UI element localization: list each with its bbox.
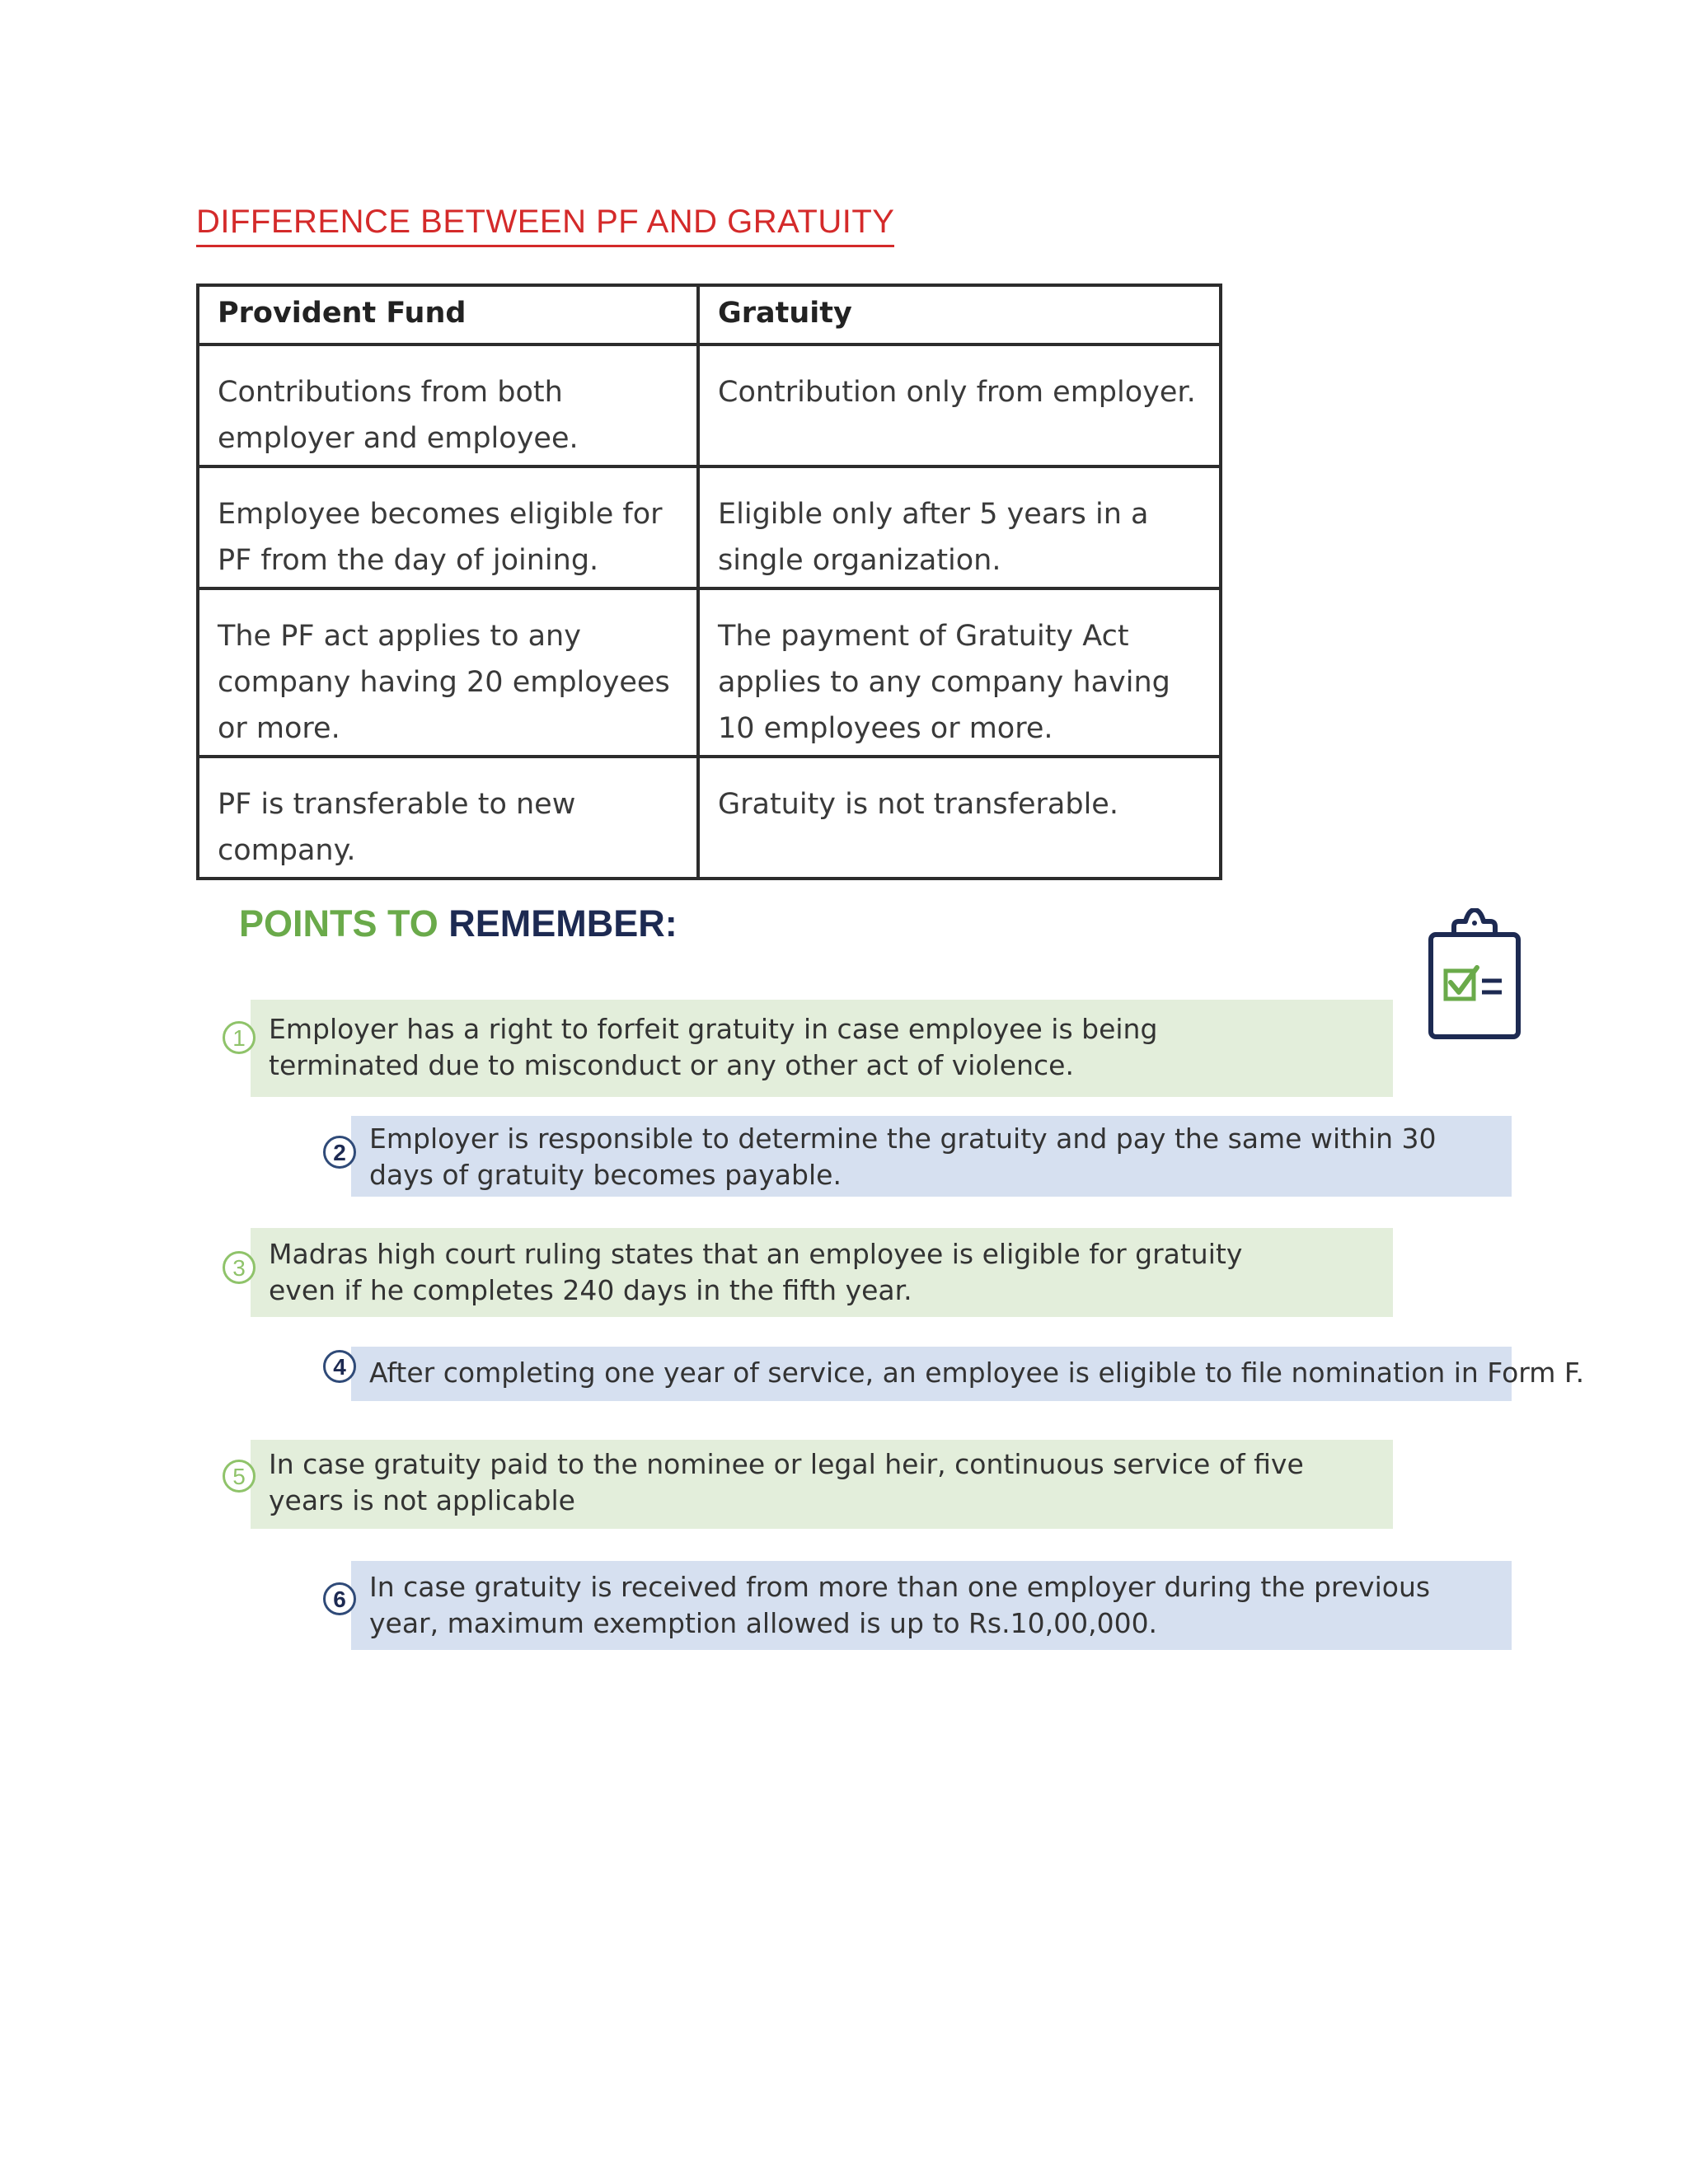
point-text: Employer is responsible to determine the gratuity and pay the same within 30 days of gratuity becomes payable. bbox=[369, 1122, 1437, 1191]
table-header-row bbox=[198, 285, 1221, 344]
point-item-5 bbox=[223, 1440, 1393, 1529]
table-row bbox=[198, 757, 1221, 879]
cell-text: PF is transferable to new company. bbox=[218, 788, 576, 867]
cell-text: Contribution only from employer. bbox=[718, 376, 1196, 409]
table-cell bbox=[198, 466, 698, 588]
point-item-2 bbox=[323, 1116, 1512, 1197]
clipboard-checklist-icon bbox=[1426, 908, 1523, 1042]
comparison-table bbox=[196, 284, 1222, 880]
point-item-4 bbox=[323, 1347, 1585, 1401]
table-cell bbox=[698, 344, 1221, 466]
column-header-gratuity: Gratuity bbox=[698, 285, 1221, 344]
table-cell bbox=[698, 757, 1221, 879]
cell-text: Eligible only after 5 years in a single organization. bbox=[718, 498, 1149, 577]
table-cell bbox=[198, 757, 698, 879]
point-text: After completing one year of service, an employee is eligible to file nomination in Form F. bbox=[369, 1357, 1585, 1389]
point-text: Madras high court ruling states that an employee is eligible for gratuity even if he completes 240 days in the fifth year. bbox=[269, 1238, 1243, 1306]
table-cell bbox=[198, 588, 698, 757]
points-heading-part2: REMEMBER: bbox=[448, 902, 678, 944]
table-row bbox=[198, 588, 1221, 757]
column-header-provident-fund: Provident Fund bbox=[198, 285, 698, 344]
cell-text: Employee becomes eligible for PF from the day of joining. bbox=[218, 498, 663, 577]
point-item-6 bbox=[323, 1561, 1512, 1650]
point-item-1 bbox=[223, 1000, 1393, 1097]
cell-text: Gratuity is not transferable. bbox=[718, 788, 1118, 821]
points-heading-part1: POINTS TO bbox=[239, 902, 438, 944]
point-number-badge: 4 bbox=[323, 1350, 356, 1383]
point-number-badge: 2 bbox=[323, 1136, 356, 1169]
point-text: In case gratuity paid to the nominee or legal heir, continuous service of five years is not applicable bbox=[269, 1448, 1304, 1516]
table-cell bbox=[698, 588, 1221, 757]
point-number-badge: 3 bbox=[223, 1251, 256, 1284]
table-row bbox=[198, 466, 1221, 588]
table-cell bbox=[698, 466, 1221, 588]
point-text: In case gratuity is received from more than one employer during the previous year, maximum exemption allowed is up to Rs.10,00,000. bbox=[369, 1571, 1431, 1639]
point-text: Employer has a right to forfeit gratuity in case employee is being terminated due to misconduct or any other act of violence. bbox=[269, 1013, 1158, 1081]
table-row bbox=[198, 344, 1221, 466]
page-title: DIFFERENCE BETWEEN PF AND GRATUITY bbox=[196, 202, 894, 247]
point-item-3 bbox=[223, 1228, 1393, 1317]
points-heading bbox=[239, 901, 678, 947]
cell-text: Contributions from both employer and employee. bbox=[218, 376, 579, 455]
cell-text: The payment of Gratuity Act applies to any company having 10 employees or more. bbox=[718, 620, 1170, 745]
point-number-badge: 6 bbox=[323, 1582, 356, 1615]
point-number-badge: 1 bbox=[223, 1021, 256, 1054]
cell-text: The PF act applies to any company having 20 employees or more. bbox=[218, 620, 670, 745]
table-cell bbox=[198, 344, 698, 466]
point-number-badge: 5 bbox=[223, 1460, 256, 1493]
